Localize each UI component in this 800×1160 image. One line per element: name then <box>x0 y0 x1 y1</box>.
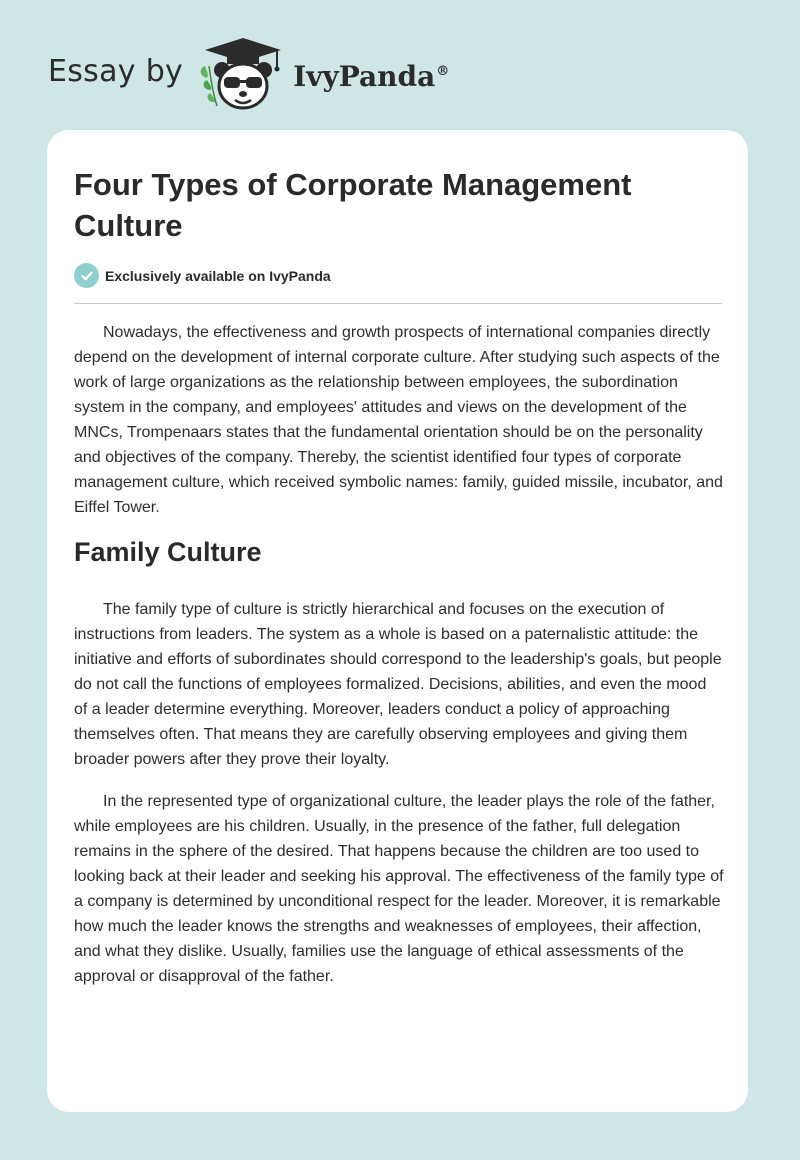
check-circle-icon <box>74 263 99 288</box>
intro-paragraph: Nowadays, the effectiveness and growth prospects of international companies directly depend on the development of internal corporate culture. After studying such aspects of the work of large organizations as the relationship between employees, the subordination system in the company, and employees' attitudes and views on the development of the MNCs, Trompenaars states that the fundamental orientation should be on the personality and objectives of the company. Thereby, the scientist identified four types of corporate management culture, which received symbolic names: family, guided missile, incubator, and Eiffel Tower. <box>74 324 723 516</box>
brand-name[interactable]: IvyPanda® <box>293 59 450 93</box>
exclusive-badge-text: Exclusively available on IvyPanda <box>105 267 331 284</box>
section-heading-family-culture: Family Culture <box>74 537 262 567</box>
body-paragraph: In the represented type of organizational culture, the leader plays the role of the father, while employees are his children. Usually, in the presence of the father, full delegation remains in the sphere of the desired. That happens because the children are too used to looking back at their leader and seeking his approval. The effectiveness of the family type of a company is determined by unconditional respect for the leader. Moreover, it is remarkable how much the leader knows the strengths and weaknesses of employees, their affection, and what they dislike. Usually, families use the language of ethical assessments of the approval or disapproval of the father. <box>74 793 724 985</box>
registered-mark: ® <box>436 64 450 80</box>
body-paragraph: The family type of culture is strictly hierarchical and focuses on the execution of instructions from leaders. The system as a whole is based on a paternalistic attitude: the initiative and efforts of subordinates should correspond to the leadership's goals, but people do not call the functions of employees formalized. Decisions, abilities, and even the mood of a leader determine everything. Moreover, leaders conduct a policy of approaching themselves often. That means they are carefully observing employees and giving them broader powers after they prove their loyalty. <box>74 601 722 768</box>
essay-by-label: Essay by <box>48 53 184 89</box>
exclusive-badge <box>74 263 331 288</box>
essay-card <box>47 130 748 1112</box>
site-header <box>48 34 449 114</box>
divider <box>74 303 722 304</box>
page-title: Four Types of Corporate Management Culture <box>74 167 632 243</box>
panda-logo-icon[interactable] <box>197 36 289 112</box>
